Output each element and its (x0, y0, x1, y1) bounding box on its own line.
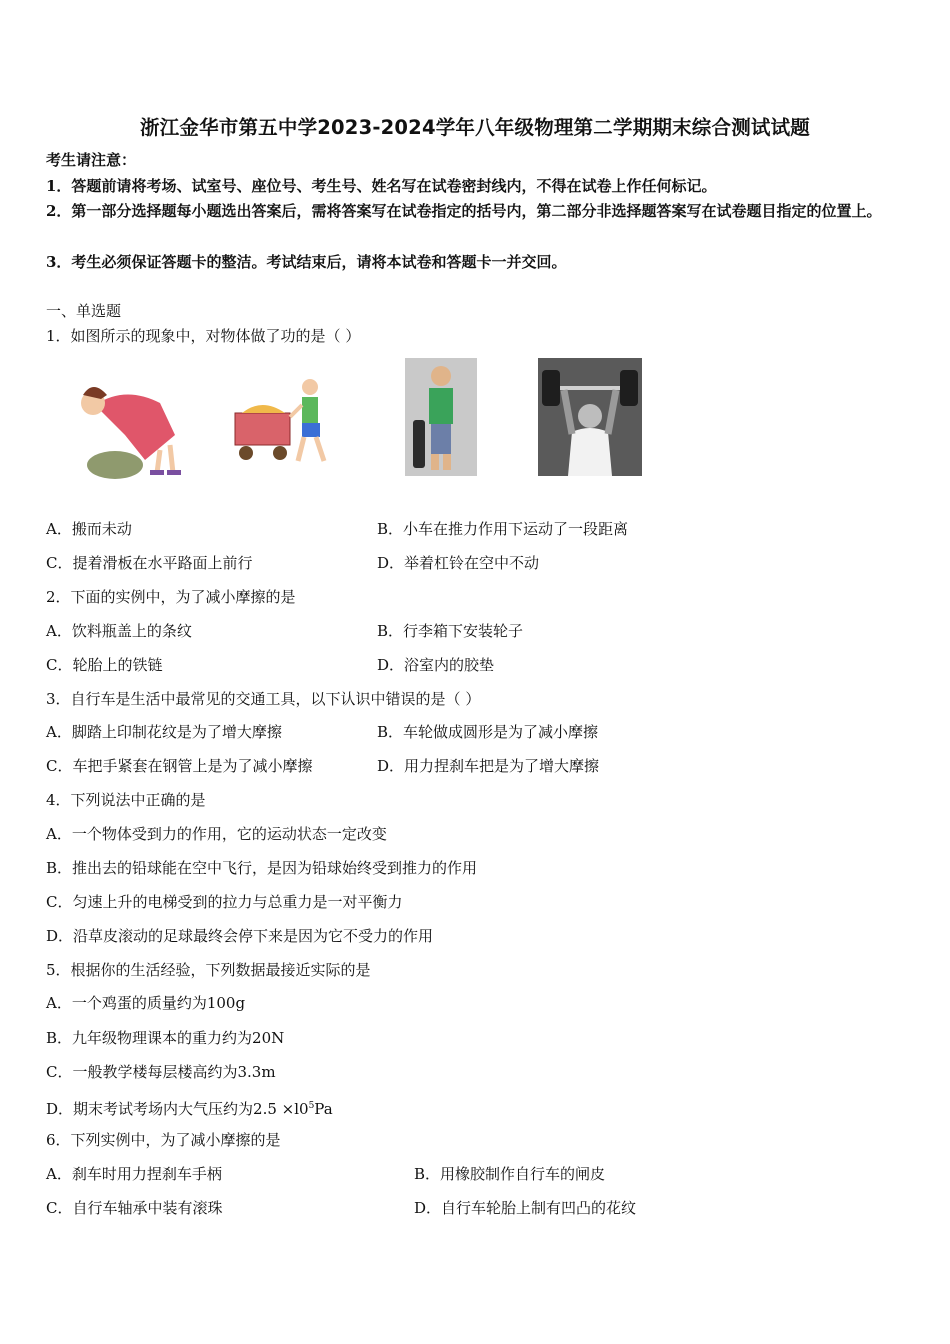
q5-option-d-text: D．期末考试考场内大气压约为2.5 ×l0 (46, 1100, 309, 1118)
barbell-plate (542, 370, 560, 406)
q1-option-c: C．提着滑板在水平路面上前行 (46, 554, 253, 572)
section-heading: 一、单选题 (46, 302, 122, 320)
legs-shape (298, 437, 324, 461)
q4-option-c: C．匀速上升的电梯受到的拉力与总重力是一对平衡力 (46, 893, 403, 911)
notice-item-2: 2．第一部分选择题每小题选出答案后，需将答案写在试卷指定的括号内，第二部分非选择题答案写在试卷题目指定的位置上。 (46, 202, 882, 220)
question-1-figures (60, 355, 660, 480)
question-5-stem: 5．根据你的生活经验，下列数据最接近实际的是 (46, 961, 371, 979)
leg-shape (443, 454, 451, 470)
q5-option-c: C．一般教学楼每层楼高约为3.3m (46, 1063, 276, 1081)
dress-shape (95, 394, 175, 460)
q5-option-d-exponent: 5 (308, 1101, 315, 1111)
legs-shape (157, 445, 173, 473)
q5-option-a: A．一个鸡蛋的质量约为100g (46, 994, 246, 1012)
bag-shape (87, 451, 143, 479)
question-3-stem: 3．自行车是生活中最常见的交通工具，以下认识中错误的是（ ） (46, 690, 481, 708)
head-shape (578, 404, 602, 428)
figure-holding-barbell (538, 358, 642, 476)
q3-option-c: C．车把手紧套在钢管上是为了减小摩擦 (46, 757, 313, 775)
cart-load (242, 405, 285, 413)
q4-option-d: D．沿草皮滚动的足球最终会停下来是因为它不受力的作用 (46, 927, 434, 945)
q5-option-b: B．九年级物理课本的重力约为20N (46, 1029, 285, 1047)
notice-item-1: 1．答题前请将考场、试室号、座位号、考生号、姓名写在试卷密封线内，不得在试卷上作任何标记。 (46, 177, 717, 195)
shoe-shape (150, 470, 164, 475)
question-6-stem: 6．下列实例中，为了减小摩擦的是 (46, 1131, 281, 1149)
question-4-stem: 4．下列说法中正确的是 (46, 791, 206, 809)
pants-shape (431, 424, 451, 454)
q2-option-b: B．行李箱下安装轮子 (377, 622, 524, 640)
q3-option-d: D．用力捏刹车把是为了增大摩擦 (377, 757, 600, 775)
cart-wheel (273, 446, 287, 460)
figure-carrying-skateboard (405, 358, 477, 476)
head-shape (302, 379, 318, 395)
skateboard-shape (413, 420, 425, 468)
q6-option-d: D．自行车轮胎上制有凹凸的花纹 (414, 1199, 637, 1217)
notice-heading: 考生请注意： (46, 151, 137, 169)
q2-option-d: D．浴室内的胶垫 (377, 656, 495, 674)
page-title: 浙江金华市第五中学2023-2024学年八年级物理第二学期期末综合测试试题 (139, 116, 811, 139)
q4-option-a: A．一个物体受到力的作用，它的运动状态一定改变 (46, 825, 387, 843)
q6-option-a: A．刹车时用力捏刹车手柄 (46, 1165, 222, 1183)
q5-option-d-unit: Pa (314, 1100, 333, 1118)
q4-option-b: B．推出去的铅球能在空中飞行，是因为铅球始终受到推力的作用 (46, 859, 478, 877)
question-1-stem: 1．如图所示的现象中，对物体做了功的是（ ） (46, 327, 361, 345)
q1-option-a: A．搬而未动 (46, 520, 132, 538)
head-shape (431, 366, 451, 386)
q1-option-b: B．小车在推力作用下运动了一段距离 (377, 520, 629, 538)
q1-option-d: D．举着杠铃在空中不动 (377, 554, 540, 572)
shorts-shape (302, 423, 320, 437)
cart-body (235, 413, 290, 445)
q3-option-a: A．脚踏上印制花纹是为了增大摩擦 (46, 723, 282, 741)
body-shape (568, 428, 612, 476)
q3-option-b: B．车轮做成圆形是为了减小摩擦 (377, 723, 599, 741)
q6-option-c: C．自行车轴承中装有滚珠 (46, 1199, 223, 1217)
cart-wheel (239, 446, 253, 460)
question-2-stem: 2．下面的实例中，为了减小摩擦的是 (46, 588, 296, 606)
leg-shape (431, 454, 439, 470)
shirt-shape (302, 397, 318, 423)
figure-lifting-bag (65, 365, 205, 480)
q2-option-c: C．轮胎上的铁链 (46, 656, 163, 674)
barbell-plate (620, 370, 638, 406)
shoe-shape (167, 470, 181, 475)
arm-shape (290, 405, 302, 417)
notice-item-3: 3．考生必须保证答题卡的整洁。考试结束后，请将本试卷和答题卡一并交回。 (46, 253, 567, 271)
figure-pushing-cart (230, 375, 350, 470)
shirt-shape (429, 388, 453, 424)
q6-option-b: B．用橡胶制作自行车的闸皮 (414, 1165, 606, 1183)
q2-option-a: A．饮料瓶盖上的条纹 (46, 622, 192, 640)
q5-option-d (46, 1096, 333, 1119)
